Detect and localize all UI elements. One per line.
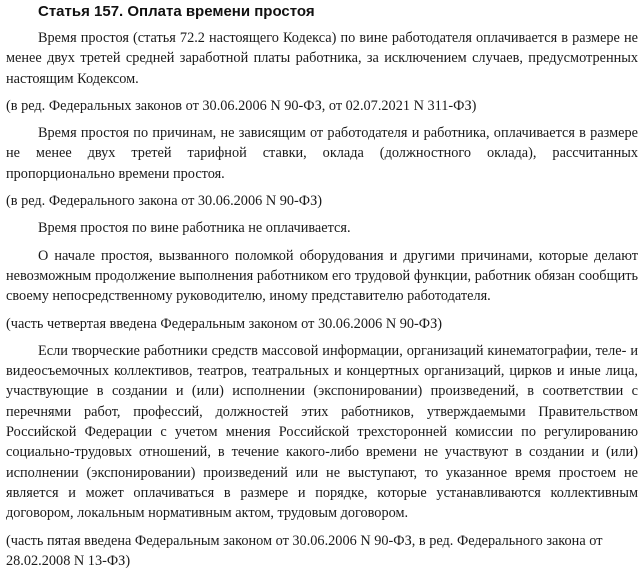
edit-note-3: (часть четвертая введена Федеральным законом от 30.06.2006 N 90-ФЗ) (6, 315, 443, 332)
document (6, 0, 638, 578)
edit-note-1: (в ред. Федеральных законов от 30.06.2006 N 90-ФЗ, от 02.07.2021 N 311-ФЗ) (6, 97, 477, 114)
paragraph-4: О начале простоя, вызванного поломкой оборудования и другими причинами, которые делают невозможным продолжение выполнения работником его трудовой функции, работник обязан сообщить своему непосредственному руководителю, иному представителю работодателя. (6, 247, 638, 305)
edit-note-4: (часть пятая введена Федеральным законом от 30.06.2006 N 90-ФЗ, в ред. Федерального закона от 28.02.2008 N 13-ФЗ) (6, 532, 603, 569)
paragraph-3: Время простоя по вине работника не оплачивается. (38, 220, 351, 237)
paragraph-5: Если творческие работники средств массовой информации, организаций кинематографии, теле- и видеосъемочных коллективов, театров, театральных и концертных организаций, цирков и иные лица, участвующие в создании и (или) исполнении (экспонировании) произведений, в соответствии с перечнями работ, профессий, должностей этих работников, утверждаемыми Правительством Российской Федерации с учетом мнения Российской трехсторонней комиссии по регулированию социально-трудовых отношений, в течение какого-либо времени не участвуют в создании и (или) исполнении (экспонировании) произведений или не выступают, то указанное время простоем не является и может оплачиваться в размере и порядке, которые устанавливаются коллективным договором, локальным нормативным актом, трудовым договором. (6, 342, 638, 522)
paragraph-1: Время простоя (статья 72.2 настоящего Кодекса) по вине работодателя оплачивается в размере не менее двух третей средней заработной платы работника, за исключением случаев, предусмотренных настоящим Кодексом. (6, 30, 638, 87)
edit-note-2: (в ред. Федерального закона от 30.06.2006 N 90-ФЗ) (6, 193, 322, 210)
article-title: Статья 157. Оплата времени простоя (38, 3, 315, 20)
paragraph-2: Время простоя по причинам, не зависящим от работодателя и работника, оплачивается в размере не менее двух третей тарифной ставки, оклада (должностного оклада), рассчитанных пропорционально времени простоя. (6, 125, 638, 182)
